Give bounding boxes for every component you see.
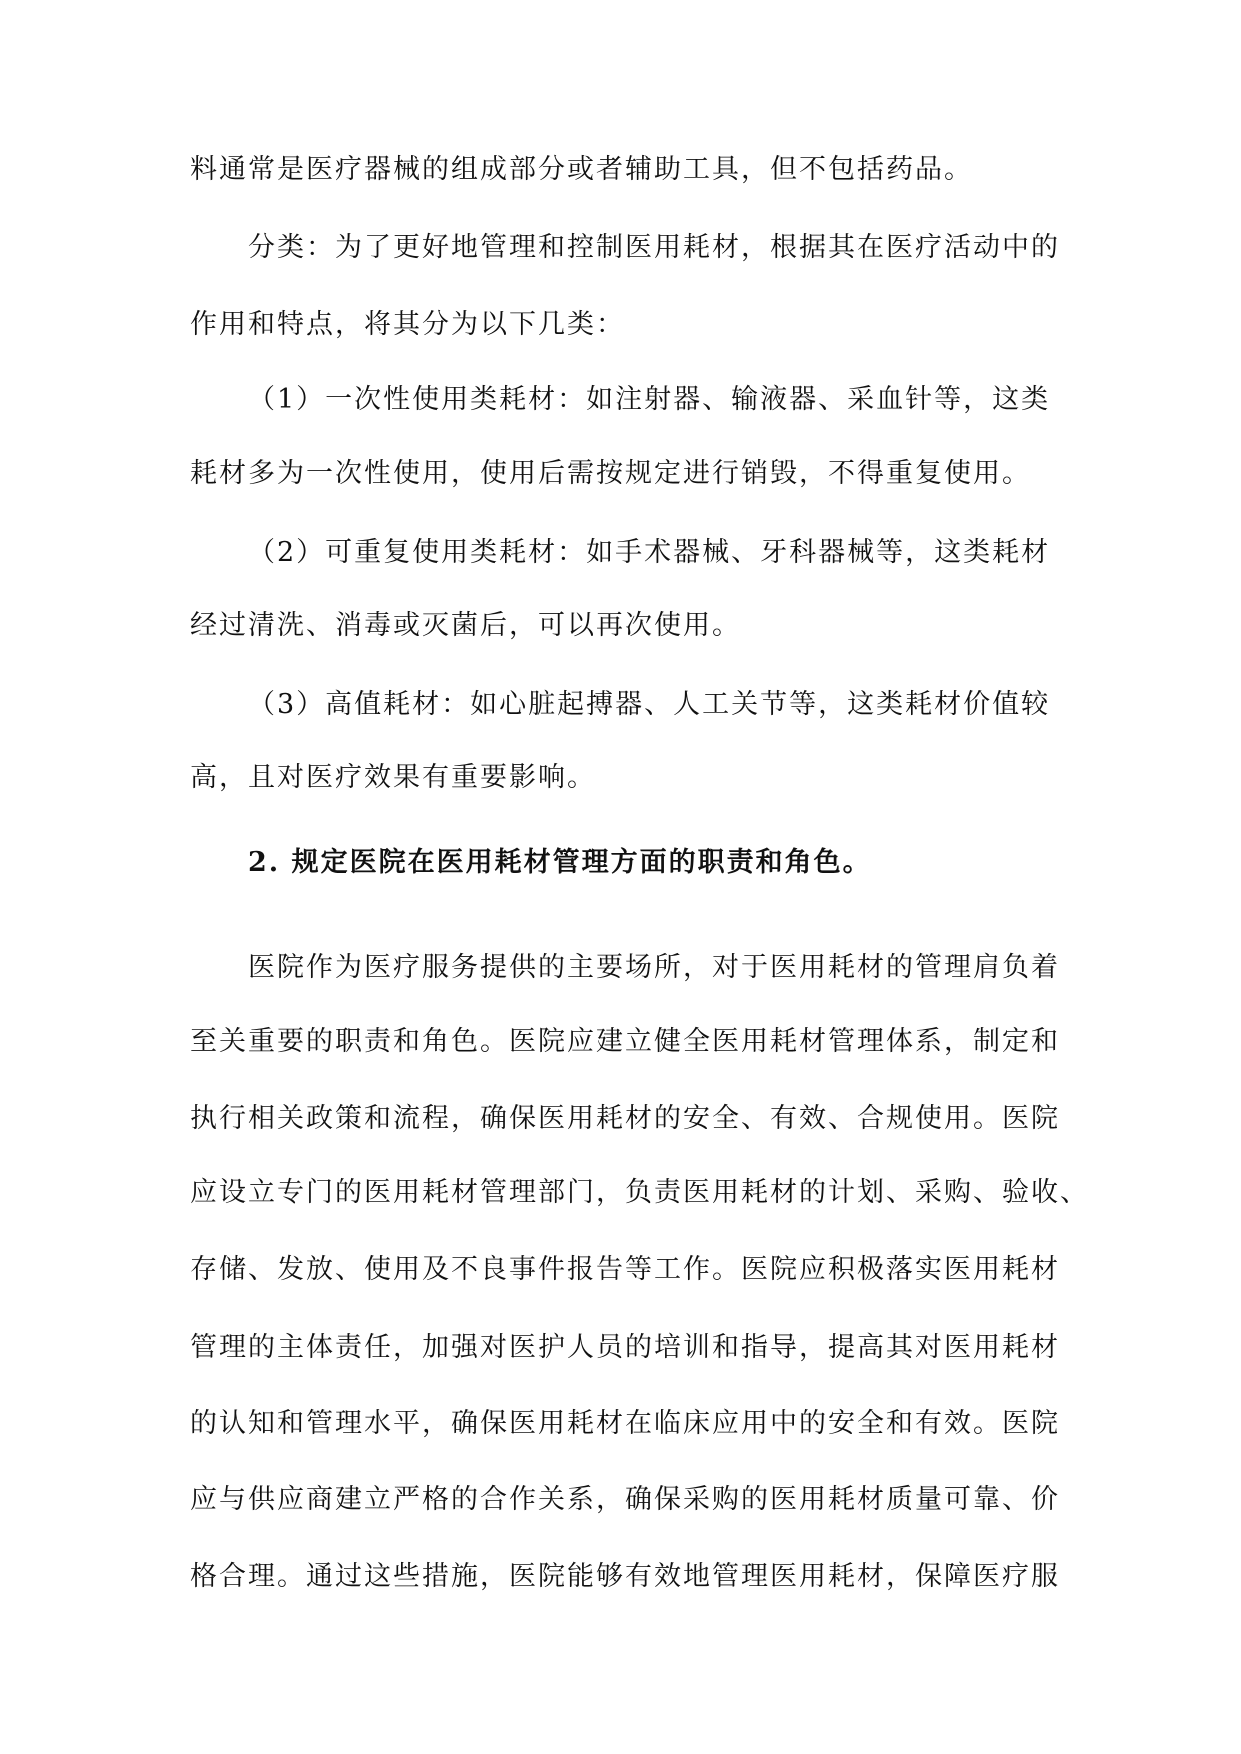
list-item-line: （2）可重复使用类耗材：如手术器械、牙科器械等，这类耗材 <box>248 537 1051 568</box>
list-item-line: 高，且对医疗效果有重要影响。 <box>190 762 596 793</box>
list-item-line: （1）一次性使用类耗材：如注射器、输液器、采血针等，这类 <box>248 384 1051 415</box>
paragraph-line: 分类：为了更好地管理和控制医用耗材，根据其在医疗活动中的 <box>248 232 1060 263</box>
list-item-line: 耗材多为一次性使用，使用后需按规定进行销毁，不得重复使用。 <box>190 458 1031 489</box>
list-item-line: （3）高值耗材：如心脏起搏器、人工关节等，这类耗材价值较 <box>248 689 1051 720</box>
paragraph-line: 应设立专门的医用耗材管理部门，负责医用耗材的计划、采购、验收、 <box>190 1177 1089 1208</box>
paragraph-line: 作用和特点，将其分为以下几类： <box>190 309 625 340</box>
paragraph-line: 管理的主体责任，加强对医护人员的培训和指导，提高其对医用耗材 <box>190 1332 1060 1363</box>
paragraph-line: 应与供应商建立严格的合作关系，确保采购的医用耗材质量可靠、价 <box>190 1484 1060 1515</box>
paragraph-line: 料通常是医疗器械的组成部分或者辅助工具，但不包括药品。 <box>190 154 973 185</box>
paragraph-line: 至关重要的职责和角色。医院应建立健全医用耗材管理体系，制定和 <box>190 1026 1060 1057</box>
paragraph-line: 执行相关政策和流程，确保医用耗材的安全、有效、合规使用。医院 <box>190 1103 1060 1134</box>
paragraph-line: 医院作为医疗服务提供的主要场所，对于医用耗材的管理肩负着 <box>248 952 1060 983</box>
section-heading: 2. 规定医院在医用耗材管理方面的职责和角色。 <box>248 847 872 878</box>
paragraph-line: 存储、发放、使用及不良事件报告等工作。医院应积极落实医用耗材 <box>190 1254 1060 1285</box>
list-item-line: 经过清洗、消毒或灭菌后，可以再次使用。 <box>190 610 741 641</box>
paragraph-line: 的认知和管理水平，确保医用耗材在临床应用中的安全和有效。医院 <box>190 1408 1060 1439</box>
paragraph-line: 格合理。通过这些措施，医院能够有效地管理医用耗材，保障医疗服 <box>190 1561 1060 1592</box>
